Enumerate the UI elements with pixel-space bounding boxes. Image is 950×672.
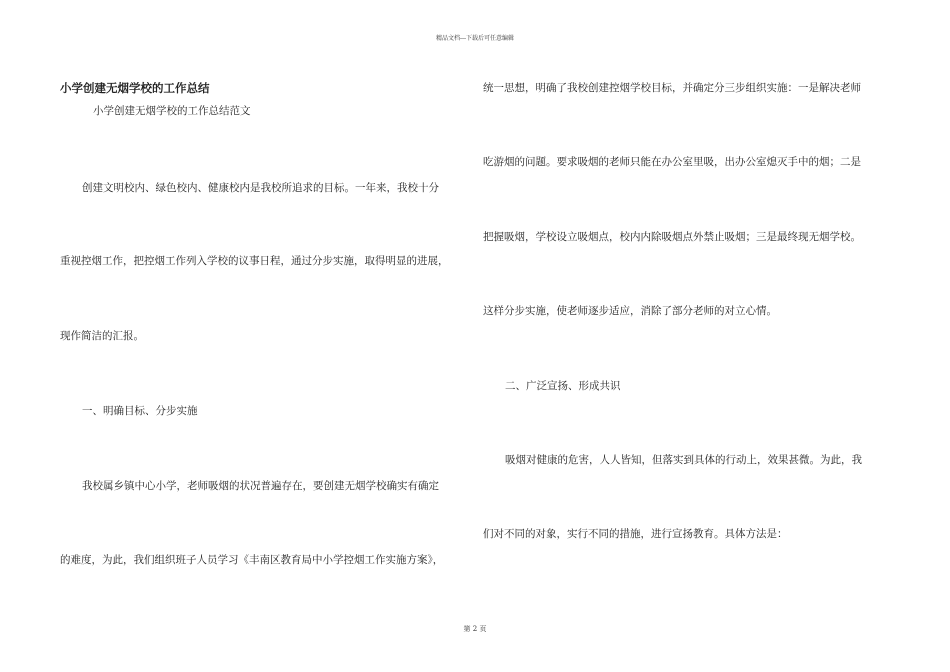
- paragraph-line: 我校属乡镇中心小学，老师吸烟的状况普遍存在，要创建无烟学校确实有确定: [82, 480, 439, 492]
- paragraph-line: 重视控烟工作，把控烟工作列入学校的议事日程，通过分步实施，取得明显的进展，: [60, 255, 449, 267]
- paragraph-line: 现作简洁的汇报。: [60, 330, 144, 342]
- document-subtitle: 小学创建无烟学校的工作总结范文: [93, 105, 251, 117]
- paragraph-line: 把握吸烟，学校设立吸烟点，校内内除吸烟点外禁止吸烟；三是最终现无烟学校。: [483, 231, 861, 243]
- paragraph-line: 这样分步实施，使老师逐步适应，消除了部分老师的对立心情。: [483, 305, 777, 317]
- paragraph-line: 的难度，为此，我们组织班子人员学习《丰南区教育局中小学控烟工作实施方案》，: [60, 554, 444, 566]
- section-heading-1: 一、明确目标、分步实施: [82, 405, 198, 417]
- paragraph-line: 创建文明校内、绿色校内、健康校内是我校所追求的目标。一年来，我校十分: [82, 182, 439, 194]
- document-title: 小学创建无烟学校的工作总结: [60, 81, 210, 95]
- paragraph-line: 统一思想，明确了我校创建控烟学校目标，并确定分三步组织实施：一是解决老师: [483, 82, 861, 94]
- paragraph-line: 吸烟对健康的危害，人人皆知，但落实到具体的行动上，效果甚微。为此，我: [505, 454, 862, 466]
- page-number: 第 2 页: [463, 625, 487, 633]
- section-heading-2: 二、广泛宣扬、形成共识: [505, 380, 621, 392]
- paragraph-line: 吃游烟的问题。要求吸烟的老师只能在办公室里吸，出办公室熄灭手中的烟；二是: [483, 156, 861, 168]
- paragraph-line: 们对不同的对象，实行不同的措施，进行宣扬教育。具体方法是：: [483, 528, 788, 540]
- page-header: 精品文档---下载后可任意编辑: [435, 35, 515, 42]
